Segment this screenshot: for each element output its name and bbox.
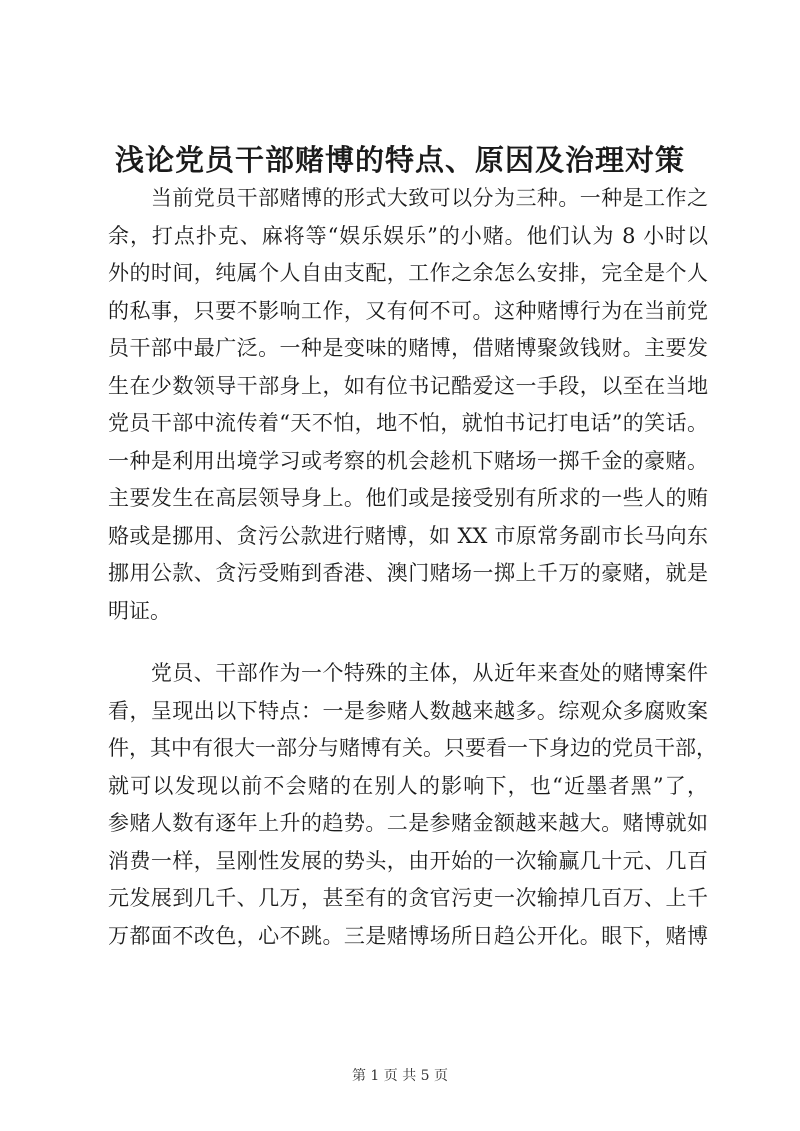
text-line: 生在少数领导干部身上，如有位书记酷爱这一手段，以至在当地	[108, 373, 708, 398]
text-line: 员干部中最广泛。一种是变味的赌博，借赌博聚敛钱财。主要发	[108, 336, 708, 360]
text-line: 赂或是挪用、贪污公款进行赌博，如 XX 市原常务副市长马向东	[108, 523, 708, 548]
text-line: 就可以发现以前不会赌的在别人的影响下，也“近墨者黑”了，	[108, 773, 708, 798]
paragraph	[108, 655, 717, 955]
text-line: 挪用公款、贪污受贿到香港、澳门赌场一掷上千万的豪赌，就是	[108, 561, 708, 585]
text-line: 看，呈现出以下特点：一是参赌人数越来越多。综观众多腐败案	[108, 698, 708, 723]
text-line: 消费一样，呈刚性发展的势头，由开始的一次输赢几十元、几百	[108, 848, 708, 873]
document-body	[108, 180, 717, 955]
text-line: 的私事，只要不影响工作，又有何不可。这种赌博行为在当前党	[108, 298, 708, 323]
paragraph-spacer	[108, 630, 708, 655]
paragraph	[108, 180, 708, 630]
text-line: 主要发生在高层领导身上。他们或是接受别有所求的一些人的贿	[108, 486, 708, 510]
text-line: 一种是利用出境学习或考察的机会趁机下赌场一掷千金的豪赌。	[108, 448, 708, 473]
text-line: 参赌人数有逐年上升的趋势。二是参赌金额越来越大。赌博就如	[108, 811, 708, 835]
text-line: 当前党员干部赌博的形式大致可以分为三种。一种是工作之	[108, 186, 708, 210]
text-line: 党员干部中流传着“天不怕，地不怕，就怕书记打电话”的笑话。	[108, 411, 708, 435]
text-line: 明证。	[108, 598, 171, 623]
text-line: 万都面不改色，心不跳。三是赌博场所日趋公开化。眼下，赌博	[108, 923, 708, 948]
text-line: 余，打点扑克、麻将等“娱乐娱乐”的小赌。他们认为 8 小时以	[108, 223, 708, 248]
page-number-footer: 第 1 页 共 5 页	[351, 1068, 449, 1084]
text-line: 元发展到几千、几万，甚至有的贪官污吏一次输掉几百万、上千	[108, 886, 708, 910]
text-line: 件，其中有很大一部分与赌博有关。只要看一下身边的党员干部，	[108, 736, 717, 760]
text-line: 党员、干部作为一个特殊的主体，从近年来查处的赌博案件	[108, 661, 708, 685]
text-line: 外的时间，纯属个人自由支配，工作之余怎么安排，完全是个人	[108, 261, 708, 285]
document-title: 浅论党员干部赌博的特点、原因及治理对策	[114, 143, 685, 177]
